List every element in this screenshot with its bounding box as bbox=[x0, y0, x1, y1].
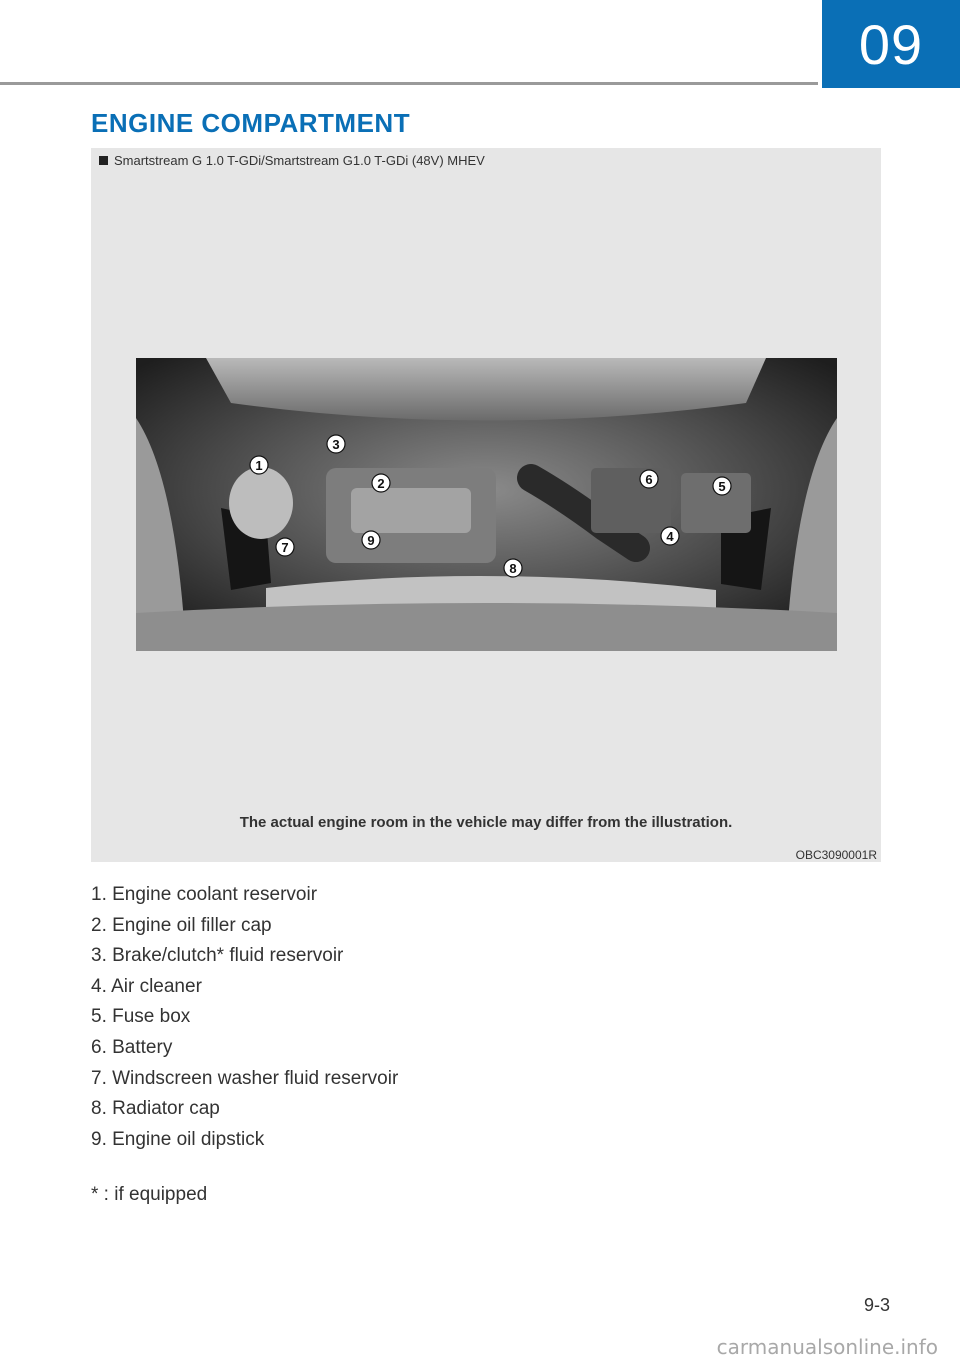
watermark: carmanualsonline.info bbox=[716, 1335, 938, 1359]
callout-3 bbox=[327, 435, 345, 453]
list-item: 4. Air cleaner bbox=[91, 975, 202, 997]
svg-text:9: 9 bbox=[367, 533, 375, 548]
engine-photo bbox=[136, 358, 837, 651]
callout-7 bbox=[276, 538, 294, 556]
footnote: * : if equipped bbox=[91, 1184, 208, 1205]
callout-9 bbox=[362, 531, 380, 549]
figure-code: OBC3090001R bbox=[795, 848, 877, 862]
list-item: 2. Engine oil filler cap bbox=[91, 914, 272, 936]
svg-text:5: 5 bbox=[718, 479, 726, 494]
engine-illustration bbox=[136, 358, 837, 651]
list-item: 3. Brake/clutch* fluid reservoir bbox=[91, 945, 344, 967]
list-item: 1. Engine coolant reservoir bbox=[91, 884, 318, 905]
engine-figure bbox=[91, 148, 881, 862]
svg-text:8: 8 bbox=[509, 561, 517, 576]
parts-list bbox=[91, 880, 398, 1155]
callout-2 bbox=[372, 474, 390, 492]
section-title: ENGINE COMPARTMENT bbox=[91, 108, 411, 138]
figure-caption bbox=[99, 153, 485, 168]
callout-1 bbox=[250, 456, 268, 474]
square-bullet-icon bbox=[99, 156, 108, 165]
header-rule bbox=[0, 82, 818, 85]
page-number: 9-3 bbox=[863, 1295, 890, 1315]
svg-text:7: 7 bbox=[281, 540, 289, 555]
list-item: 5. Fuse box bbox=[91, 1006, 191, 1028]
svg-text:6: 6 bbox=[645, 472, 653, 487]
list-item: 9. Engine oil dipstick bbox=[91, 1128, 265, 1150]
callout-6 bbox=[640, 470, 658, 488]
svg-text:3: 3 bbox=[332, 437, 340, 452]
figure-note: The actual engine room in the vehicle may differ from the illustration. bbox=[239, 814, 733, 831]
svg-text:1: 1 bbox=[255, 458, 263, 473]
callout-5 bbox=[713, 477, 731, 495]
list-item: 6. Battery bbox=[91, 1036, 173, 1058]
figure-caption-text: Smartstream G 1.0 T-GDi/Smartstream G1.0 T-GDi (48V) MHEV bbox=[114, 153, 485, 168]
chapter-tab: 09 bbox=[822, 0, 960, 88]
callout-4 bbox=[661, 527, 679, 545]
list-item: 7. Windscreen washer fluid reservoir bbox=[91, 1067, 399, 1089]
callout-8 bbox=[504, 559, 522, 577]
svg-text:4: 4 bbox=[666, 529, 674, 544]
list-item: 8. Radiator cap bbox=[91, 1098, 220, 1120]
svg-text:2: 2 bbox=[377, 476, 385, 491]
